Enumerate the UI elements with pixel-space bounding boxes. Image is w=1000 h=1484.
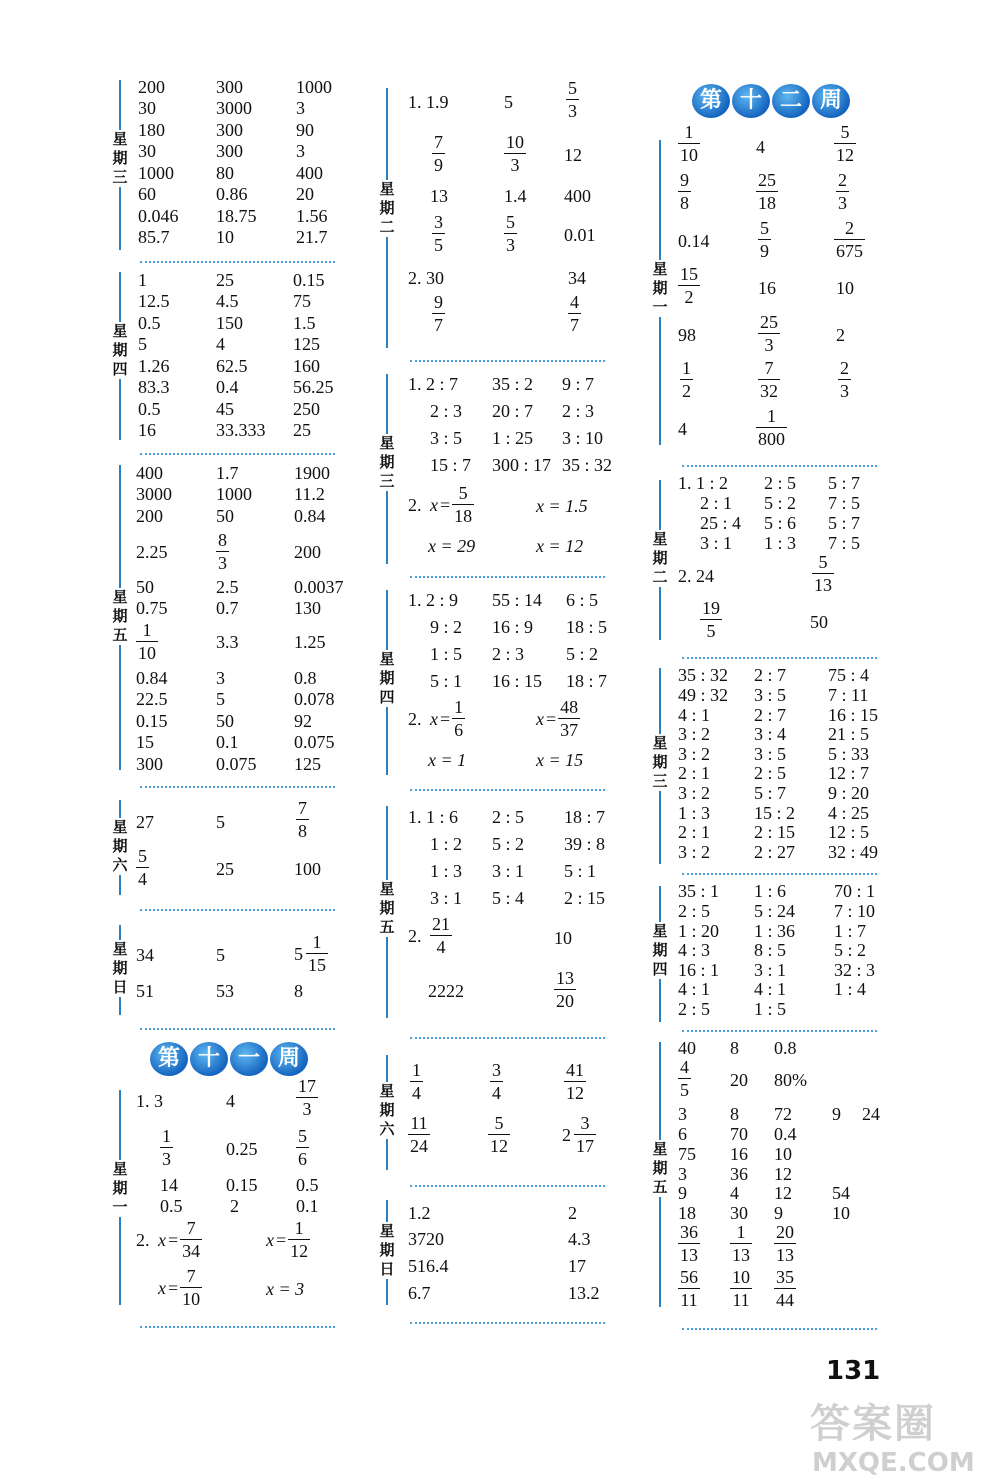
section-divider [410, 1037, 605, 1039]
section-divider [410, 789, 605, 791]
day-label-sat: 星期六 [376, 1082, 398, 1139]
section-divider [140, 261, 335, 263]
week-11-banner: 第 十 一 周 [150, 1042, 308, 1076]
fraction: 1 10 [138, 620, 156, 663]
fraction: 25 3 [760, 312, 778, 355]
fraction: 8 3 [218, 530, 227, 573]
fraction: 41 12 [566, 1060, 584, 1103]
watermark-url: MXQE.COM [812, 1448, 975, 1478]
section-divider [682, 1030, 877, 1032]
fraction: 19 5 [702, 598, 720, 641]
watermark-logo: 答案圈 [810, 1401, 936, 1447]
section-divider [410, 576, 605, 578]
fraction: 4 7 [570, 292, 579, 335]
fraction: 5 12 [836, 122, 854, 165]
section-divider [140, 1326, 335, 1328]
fraction: 56 11 [680, 1267, 698, 1310]
fraction: 1 13 [732, 1222, 750, 1265]
fraction: 1 4 [412, 1060, 421, 1103]
day-label-thu: 星期四 [109, 322, 131, 379]
fraction: 20 13 [776, 1222, 794, 1265]
day-label-fri: 星期五 [109, 588, 131, 645]
fraction: 5 13 [814, 552, 832, 595]
section-divider [682, 873, 877, 875]
fraction: 36 13 [680, 1222, 698, 1265]
equation: x = $\frac{48}{37}$ [536, 697, 579, 740]
fraction: 10 11 [732, 1267, 750, 1310]
day-label-thu: 星期四 [649, 922, 671, 979]
fraction: 10 3 [506, 132, 524, 175]
day-label-tue: 星期二 [649, 530, 671, 587]
fraction: 17 3 [298, 1076, 316, 1119]
section-divider [682, 465, 877, 467]
fraction: 5 4 [138, 846, 147, 889]
fraction: 5 3 [568, 78, 577, 121]
fraction: 1 10 [680, 122, 698, 165]
day-label-fri: 星期五 [649, 1140, 671, 1197]
fraction: 2 3 [840, 358, 849, 401]
day-label-tue: 星期二 [376, 180, 398, 237]
mixed-number: 5 $\frac{1}{15}$ [294, 932, 326, 975]
equation: 2. x = $\frac{5}{18}$ [408, 483, 473, 526]
section-divider [140, 909, 335, 911]
equation: x = $\frac{7}{10}$ [158, 1266, 201, 1309]
page-number: 131 [826, 1356, 881, 1386]
fraction: 3 4 [492, 1060, 501, 1103]
fraction: 11 24 [410, 1113, 428, 1156]
section-divider [410, 360, 605, 362]
fraction: 3 5 [434, 212, 443, 255]
equation: 2. x = $\frac{1}{6}$ [408, 697, 464, 740]
day-label-fri: 星期五 [376, 880, 398, 937]
equation: 2. x = $\frac{7}{34}$ [136, 1218, 201, 1261]
fraction: 15 2 [680, 264, 698, 307]
fraction: 7 8 [298, 798, 307, 841]
fraction: 4 5 [680, 1057, 689, 1100]
section-divider [410, 1185, 605, 1187]
fraction: 7 32 [760, 358, 778, 401]
fraction: 5 6 [298, 1126, 307, 1169]
fraction: 1 800 [758, 406, 785, 449]
fraction: 5 3 [506, 212, 515, 255]
fraction: 2 675 [836, 218, 863, 261]
week-12-banner: 第 十 二 周 [692, 84, 850, 118]
day-label-wed: 星期三 [376, 434, 398, 491]
fraction: 13 20 [556, 968, 574, 1011]
day-label-sun: 星期日 [376, 1222, 398, 1279]
fraction: 9 8 [680, 170, 689, 213]
section-divider [682, 1328, 877, 1330]
fraction: 9 7 [434, 292, 443, 335]
section-divider [140, 786, 335, 788]
fraction: 25 18 [758, 170, 776, 213]
fraction: 2 3 [838, 170, 847, 213]
fraction: 7 9 [434, 132, 443, 175]
section-divider [410, 1322, 605, 1324]
fraction: 1 3 [162, 1126, 171, 1169]
mixed-number: 2 $\frac{3}{17}$ [562, 1113, 594, 1156]
day-label-sun: 星期日 [109, 940, 131, 997]
section-divider [682, 657, 877, 659]
fraction: 5 12 [490, 1113, 508, 1156]
day-label-mon: 星期一 [649, 260, 671, 317]
fraction: 5 9 [760, 218, 769, 261]
day-label-thu: 星期四 [376, 650, 398, 707]
fraction: 35 44 [776, 1267, 794, 1310]
day-label-wed: 星期三 [109, 130, 131, 187]
section-divider [140, 1028, 335, 1030]
equation: 2. $\frac{21}{4}$ [408, 914, 450, 957]
day-label-wed: 星期三 [649, 734, 671, 791]
section-divider [140, 453, 335, 455]
day-label-mon: 星期一 [109, 1160, 131, 1217]
day-label-sat: 星期六 [109, 818, 131, 875]
equation: x = $\frac{1}{12}$ [266, 1218, 309, 1261]
fraction: 1 2 [682, 358, 691, 401]
